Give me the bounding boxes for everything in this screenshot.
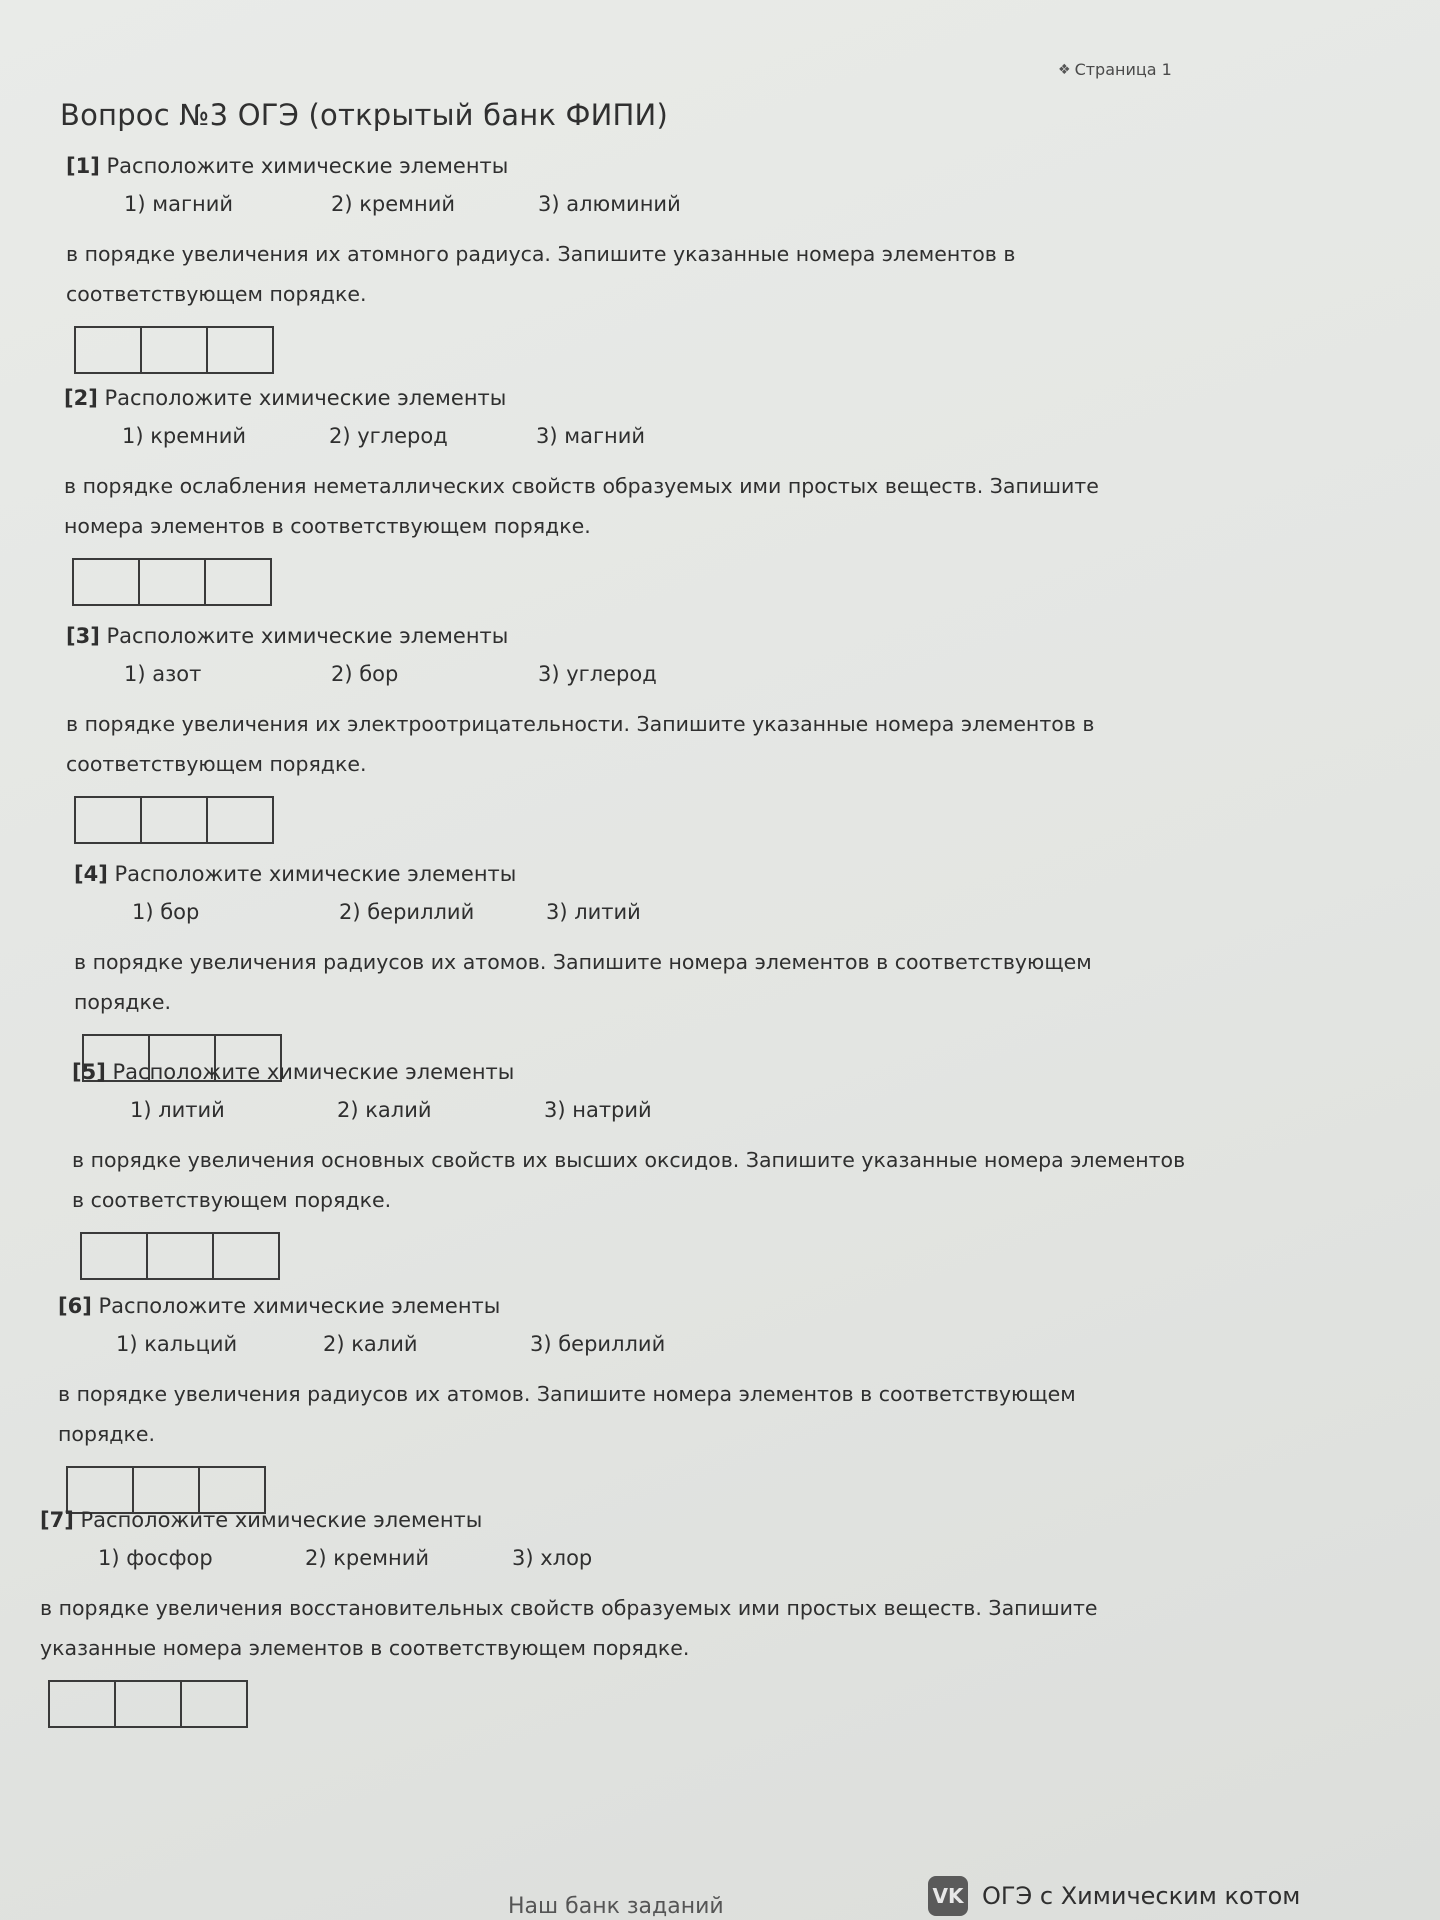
answer-cell[interactable] <box>82 1234 148 1278</box>
option-2: 2) кремний <box>305 1546 430 1570</box>
element-options <box>98 1546 1160 1570</box>
task-heading-text: Расположите химические элементы <box>98 1294 501 1318</box>
element-options <box>124 662 1186 686</box>
option-1: 1) литий <box>130 1098 225 1122</box>
option-1: 1) кальций <box>116 1332 238 1356</box>
option-3: 3) углерод <box>538 662 657 686</box>
task-7 <box>40 1508 1160 1728</box>
task-heading <box>66 154 1186 178</box>
option-3: 3) натрий <box>544 1098 652 1122</box>
vk-logo-icon: VK <box>928 1876 968 1916</box>
task-heading <box>74 862 1194 886</box>
paw-icon: ❖ <box>1058 61 1071 78</box>
page-number <box>1058 60 1172 79</box>
answer-boxes <box>74 326 274 374</box>
option-1: 1) фосфор <box>98 1546 213 1570</box>
task-instruction: в порядке ослабления неметаллических свойств образуемых ими простых веществ. Запишите номера элементов в соответствующем порядке. <box>64 474 1099 538</box>
task-number: [7] <box>40 1508 74 1532</box>
task-heading <box>72 1060 1192 1084</box>
task-heading <box>64 386 1184 410</box>
answer-cell[interactable] <box>116 1682 182 1726</box>
option-1: 1) магний <box>124 192 233 216</box>
answer-cell[interactable] <box>148 1234 214 1278</box>
answer-boxes <box>74 796 274 844</box>
task-4 <box>74 862 1194 1082</box>
option-2: 2) кремний <box>331 192 456 216</box>
option-2: 2) калий <box>323 1332 418 1356</box>
task-instruction: в порядке увеличения восстановительных свойств образуемых ими простых веществ. Запишите указанные номера элементов в соответствующем порядке. <box>40 1596 1098 1660</box>
element-options <box>116 1332 1178 1356</box>
answer-cell[interactable] <box>50 1682 116 1726</box>
task-number: [3] <box>66 624 100 648</box>
task-number: [6] <box>58 1294 92 1318</box>
element-options <box>124 192 1186 216</box>
answer-cell[interactable] <box>208 328 272 372</box>
option-1: 1) кремний <box>122 424 247 448</box>
answer-cell[interactable] <box>134 1468 200 1512</box>
task-instruction: в порядке увеличения радиусов их атомов. Запишите номера элементов в соответствующем порядке. <box>58 1382 1076 1446</box>
element-options <box>132 900 1194 924</box>
option-3: 3) литий <box>546 900 641 924</box>
task-heading <box>40 1508 1160 1532</box>
answer-cell[interactable] <box>142 798 208 842</box>
task-number: [2] <box>64 386 98 410</box>
option-2: 2) углерод <box>329 424 448 448</box>
option-1: 1) бор <box>132 900 200 924</box>
task-2 <box>64 386 1184 606</box>
answer-cell[interactable] <box>200 1468 264 1512</box>
element-options <box>122 424 1184 448</box>
answer-cell[interactable] <box>68 1468 134 1512</box>
answer-cell[interactable] <box>214 1234 278 1278</box>
option-3: 3) алюминий <box>538 192 681 216</box>
answer-boxes <box>66 1466 266 1514</box>
task-heading-text: Расположите химические элементы <box>112 1060 515 1084</box>
task-6 <box>58 1294 1178 1514</box>
task-heading-text: Расположите химические элементы <box>80 1508 483 1532</box>
element-options <box>130 1098 1192 1122</box>
page-title: Вопрос №3 ОГЭ (открытый банк ФИПИ) <box>60 98 668 132</box>
footer-group-name: ОГЭ с Химическим котом <box>982 1882 1301 1910</box>
task-5 <box>72 1060 1192 1280</box>
task-instruction: в порядке увеличения их атомного радиуса. Запишите указанные номера элементов в соответствующем порядке. <box>66 242 1016 306</box>
answer-boxes <box>80 1232 280 1280</box>
task-instruction: в порядке увеличения радиусов их атомов. Запишите номера элементов в соответствующем порядке. <box>74 950 1092 1014</box>
footer-vk-group <box>928 1876 1300 1916</box>
option-3: 3) магний <box>536 424 645 448</box>
answer-cell[interactable] <box>140 560 206 604</box>
task-instruction: в порядке увеличения их электроотрицательности. Запишите указанные номера элементов в соответствующем порядке. <box>66 712 1095 776</box>
task-heading-text: Расположите химические элементы <box>106 154 509 178</box>
option-1: 1) азот <box>124 662 202 686</box>
option-2: 2) калий <box>337 1098 432 1122</box>
task-number: [5] <box>72 1060 106 1084</box>
answer-cell[interactable] <box>206 560 270 604</box>
task-instruction: в порядке увеличения основных свойств их высших оксидов. Запишите указанные номера элементов в соответствующем порядке. <box>72 1148 1186 1212</box>
task-1 <box>66 154 1186 374</box>
page-label: Страница 1 <box>1074 60 1172 79</box>
answer-cell[interactable] <box>142 328 208 372</box>
footer-task-bank: Наш банк заданий <box>508 1894 724 1919</box>
answer-boxes <box>48 1680 248 1728</box>
task-heading-text: Расположите химические элементы <box>106 624 509 648</box>
answer-cell[interactable] <box>76 798 142 842</box>
answer-cell[interactable] <box>74 560 140 604</box>
task-heading <box>66 624 1186 648</box>
task-heading-text: Расположите химические элементы <box>114 862 517 886</box>
answer-cell[interactable] <box>208 798 272 842</box>
task-3 <box>66 624 1186 844</box>
task-number: [4] <box>74 862 108 886</box>
option-3: 3) бериллий <box>530 1332 666 1356</box>
answer-boxes <box>72 558 272 606</box>
answer-cell[interactable] <box>76 328 142 372</box>
task-heading-text: Расположите химические элементы <box>104 386 507 410</box>
task-number: [1] <box>66 154 100 178</box>
task-heading <box>58 1294 1178 1318</box>
option-3: 3) хлор <box>512 1546 593 1570</box>
option-2: 2) бор <box>331 662 399 686</box>
answer-cell[interactable] <box>182 1682 246 1726</box>
option-2: 2) бериллий <box>339 900 475 924</box>
